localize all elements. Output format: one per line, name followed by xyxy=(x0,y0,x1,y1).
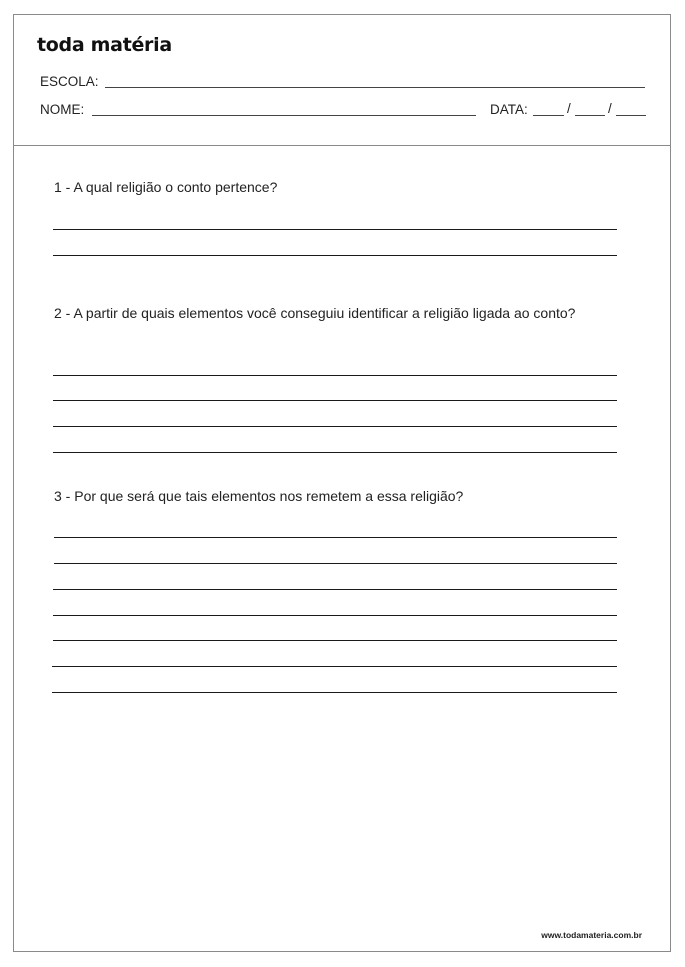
answer-line[interactable] xyxy=(53,452,617,453)
worksheet-header xyxy=(14,15,670,146)
name-field[interactable] xyxy=(92,115,476,116)
brand-logo: toda matéria xyxy=(37,34,172,56)
question-2: 2 - A partir de quais elementos você conseguiu identificar a religião ligada ao conto? xyxy=(54,305,576,321)
question-3: 3 - Por que será que tais elementos nos remetem a essa religião? xyxy=(54,488,464,504)
answer-line[interactable] xyxy=(53,400,617,401)
answer-line[interactable] xyxy=(53,426,617,427)
question-1: 1 - A qual religião o conto pertence? xyxy=(54,179,278,195)
answer-line[interactable] xyxy=(54,563,617,564)
answer-line[interactable] xyxy=(53,615,617,616)
answer-line[interactable] xyxy=(54,537,617,538)
date-day-field[interactable] xyxy=(533,115,564,116)
date-separator: / xyxy=(567,101,571,116)
date-month-field[interactable] xyxy=(575,115,605,116)
worksheet-page xyxy=(13,14,671,952)
answer-line[interactable] xyxy=(53,229,617,230)
website-url: www.todamateria.com.br xyxy=(541,930,642,940)
date-label: DATA: xyxy=(490,102,528,117)
answer-line[interactable] xyxy=(53,640,617,641)
answer-line[interactable] xyxy=(52,692,617,693)
date-year-field[interactable] xyxy=(616,115,646,116)
answer-line[interactable] xyxy=(52,666,617,667)
answer-line[interactable] xyxy=(53,375,617,376)
date-separator: / xyxy=(608,101,612,116)
name-label: NOME: xyxy=(40,102,85,117)
answer-line[interactable] xyxy=(53,255,617,256)
answer-line[interactable] xyxy=(53,589,617,590)
school-label: ESCOLA: xyxy=(40,74,99,89)
school-field[interactable] xyxy=(105,87,645,88)
